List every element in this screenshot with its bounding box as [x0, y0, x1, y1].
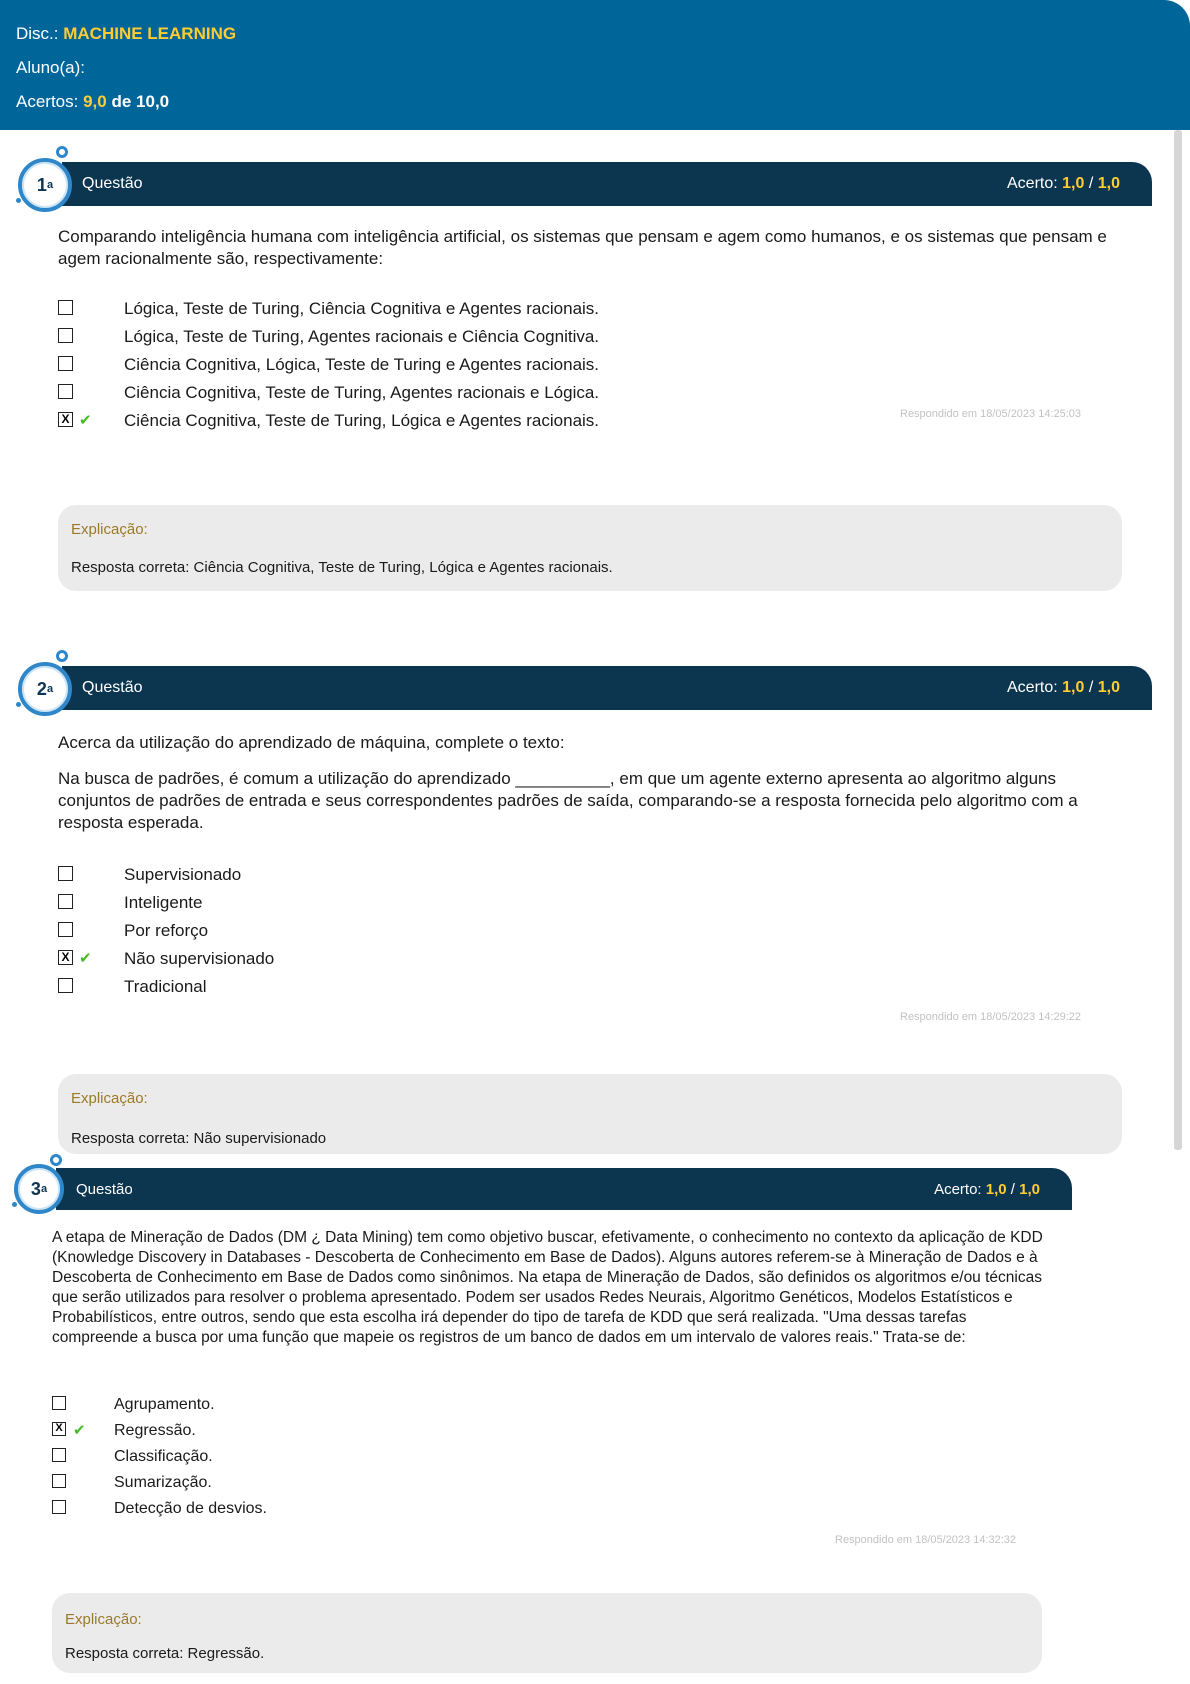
discipline-name: MACHINE LEARNING — [63, 24, 237, 43]
score-value: 1,0 — [1062, 175, 1085, 192]
score-total: 1,0 — [1019, 1181, 1040, 1198]
score-separator: / — [1088, 175, 1094, 192]
explanation-text: Resposta correta: Não supervisionado — [71, 1130, 327, 1147]
question-text — [58, 732, 1118, 848]
badge-dot-icon — [12, 1202, 17, 1207]
explanation-title: Explicação: — [65, 1611, 142, 1628]
score-label: Acerto: — [934, 1181, 982, 1198]
option-checkbox[interactable] — [58, 922, 73, 937]
badge-bubble-icon — [56, 650, 68, 662]
score-total: de 10,0 — [111, 92, 170, 111]
badge-dot-icon — [16, 198, 21, 203]
student-row — [16, 56, 1190, 79]
option-label: Por reforço — [124, 921, 209, 940]
option-label: Lógica, Teste de Turing, Ciência Cognitiva e Agentes racionais. — [124, 299, 600, 318]
score-total: 1,0 — [1097, 175, 1120, 192]
option-checkbox[interactable] — [52, 1500, 66, 1514]
option-checkbox[interactable] — [58, 356, 73, 371]
explanation-title: Explicação: — [71, 1090, 148, 1107]
correct-check-icon: ✔ — [79, 412, 92, 429]
question-ordinal: a — [46, 683, 54, 695]
correct-check-icon: ✔ — [73, 1422, 86, 1439]
option-label: Inteligente — [124, 893, 203, 912]
discipline-label: Disc.: — [16, 24, 59, 43]
question-number: 1 — [36, 174, 47, 195]
student-label: Aluno(a): — [16, 58, 85, 77]
scrollbar[interactable] — [1174, 130, 1182, 1150]
explanation-box — [52, 1593, 1042, 1673]
question-number-badge — [18, 662, 72, 716]
option-label: Ciência Cognitiva, Teste de Turing, Agentes racionais e Lógica. — [124, 383, 600, 402]
badge-bubble-icon — [56, 146, 68, 158]
question-ordinal: a — [40, 1183, 48, 1195]
score-value: 9,0 — [83, 92, 107, 111]
option-checkbox[interactable] — [58, 328, 73, 343]
question-number-badge — [14, 1164, 64, 1214]
option-checkbox[interactable] — [58, 300, 73, 315]
option-label: Tradicional — [124, 977, 207, 996]
correct-check-icon: ✔ — [79, 950, 92, 967]
option-label: Supervisionado — [124, 865, 242, 884]
question-text — [58, 226, 1118, 284]
answered-timestamp: Respondido em 18/05/2023 14:29:22 — [900, 1011, 1082, 1023]
question-header — [62, 162, 1152, 206]
option-label: Regressão. — [114, 1422, 196, 1439]
option-label: Lógica, Teste de Turing, Agentes racionais e Ciência Cognitiva. — [124, 327, 600, 346]
option-checkbox[interactable] — [58, 978, 73, 993]
option-checkbox-checked[interactable]: X — [58, 412, 73, 427]
question-title: Questão — [82, 175, 143, 192]
score-value: 1,0 — [1062, 679, 1085, 696]
explanation-text: Resposta correta: Ciência Cognitiva, Teste de Turing, Lógica e Agentes racionais. — [71, 559, 613, 576]
question-paragraph: Comparando inteligência humana com inteligência artificial, os sistemas que pensam e agem como humanos, e os sistemas que pensam e agem racionalmente são, respectivamente: — [58, 227, 1107, 268]
option-label: Sumarização. — [114, 1474, 212, 1491]
question-paragraph: Acerca da utilização do aprendizado de máquina, complete o texto: — [58, 733, 565, 752]
score-label: Acerto: — [1007, 679, 1058, 696]
score-value: 1,0 — [985, 1181, 1007, 1198]
option-label: Classificação. — [114, 1448, 213, 1465]
option-checkbox[interactable] — [58, 866, 73, 881]
discipline-row — [16, 22, 1190, 45]
option-checkbox-checked[interactable]: X — [58, 950, 73, 965]
answered-timestamp: Respondido em 18/05/2023 14:32:32 — [835, 1534, 1017, 1546]
option-checkbox[interactable] — [58, 384, 73, 399]
question-number: 2 — [36, 678, 47, 699]
option-label: Detecção de desvios. — [114, 1500, 267, 1517]
question-score — [1007, 679, 1120, 697]
question-number-badge — [18, 158, 72, 212]
question-header — [56, 1168, 1072, 1210]
option-label: Ciência Cognitiva, Lógica, Teste de Turing e Agentes racionais. — [124, 355, 600, 374]
option-label: Ciência Cognitiva, Teste de Turing, Lógica e Agentes racionais. — [124, 411, 600, 430]
score-label: Acertos: — [16, 92, 79, 111]
question-title: Questão — [76, 1181, 133, 1198]
badge-bubble-icon — [50, 1154, 62, 1166]
question-paragraph: A etapa de Mineração de Dados (DM ¿ Data Mining) tem como objetivo buscar, efetivamente, o conhecimento no contexto da aplicação de KDD (Knowledge Discovery in Databases - Descoberta de Conhecimento em Base de Dados). Alguns autores referem-se à Mineração de Dados e à Descoberta de Conhecimento em Base de Dados como sinônimos. Na etapa de Mineração de Dados, são definidos os algoritmos e/ou técnicas que serão utilizados para resolver o problema apresentado. Podem ser usados Redes Neurais, Algoritmo Genéticos, Modelos Estatísticos e Probabilísticos, entre outros, sendo que esta escolha irá depender do tipo de tarefa de KDD que será realizada. "Uma dessas tarefas compreende a busca por uma função que mapeie os registros de um banco de dados em um intervalo de valores reais." Trata-se de: — [52, 1229, 1043, 1346]
option-checkbox[interactable] — [52, 1474, 66, 1488]
explanation-title: Explicação: — [71, 521, 148, 538]
option-label: Não supervisionado — [124, 949, 275, 968]
option-label: Agrupamento. — [114, 1396, 215, 1413]
explanation-box — [58, 505, 1122, 591]
score-separator: / — [1088, 679, 1094, 696]
question-paragraph: Na busca de padrões, é comum a utilização do aprendizado __________, em que um agente externo apresenta ao algoritmo alguns conjuntos de padrões de entrada e seus correspondentes padrões de saída, comparando-se a resposta fornecida pelo algoritmo com a resposta esperada. — [58, 769, 1078, 832]
question-title: Questão — [82, 679, 143, 696]
answered-timestamp: Respondido em 18/05/2023 14:25:03 — [900, 408, 1082, 420]
option-checkbox-checked[interactable]: X — [52, 1422, 66, 1436]
badge-dot-icon — [16, 702, 21, 707]
question-number: 3 — [30, 1178, 41, 1199]
explanation-text: Resposta correta: Regressão. — [65, 1645, 265, 1662]
question-score — [1007, 175, 1120, 193]
question-text — [52, 1228, 1052, 1362]
score-separator: / — [1010, 1181, 1015, 1198]
option-checkbox[interactable] — [58, 894, 73, 909]
question-ordinal: a — [46, 179, 54, 191]
option-checkbox[interactable] — [52, 1448, 66, 1462]
score-label: Acerto: — [1007, 175, 1058, 192]
score-total: 1,0 — [1097, 679, 1120, 696]
question-header — [62, 666, 1152, 710]
option-checkbox[interactable] — [52, 1396, 66, 1410]
explanation-box — [58, 1074, 1122, 1154]
score-row — [16, 90, 1190, 113]
question-score — [934, 1181, 1040, 1198]
page-header — [0, 0, 1190, 130]
